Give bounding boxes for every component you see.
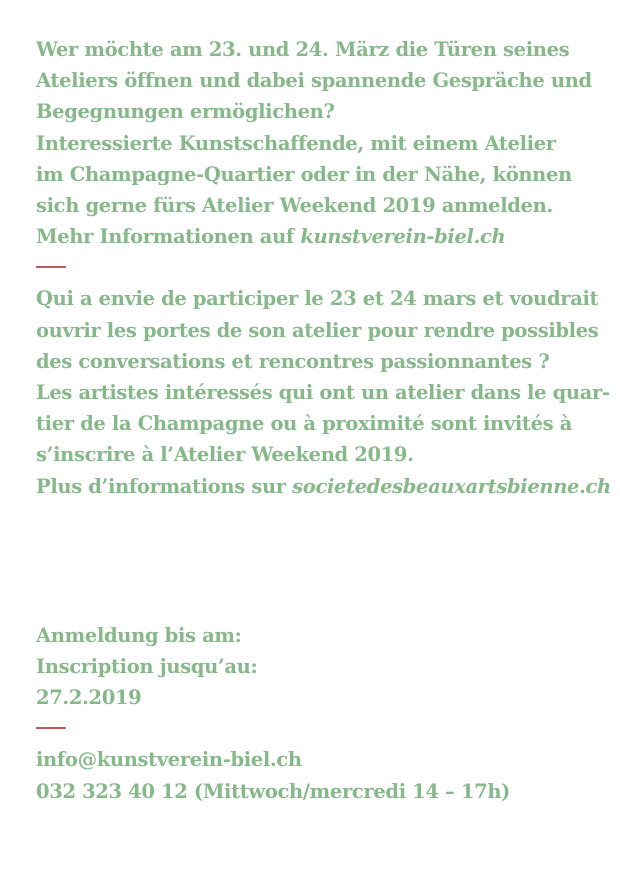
german-more-info-prefix: Mehr Informationen auf [36,225,301,249]
contact-section [36,744,596,806]
german-more-info [36,221,596,252]
kunstverein-link[interactable]: kunstverein-biel.ch [300,225,506,249]
registration-date: 27.2.2019 [36,686,142,710]
german-line-2: Ateliers öffnen und dabei spannende Gespräche und [36,69,592,93]
german-line-3: Begegnungen ermöglichen? [36,100,335,124]
french-line-4: Les artistes intéressés qui ont un atelier dans le quar- [36,381,610,405]
societe-link[interactable]: societedesbeauxartsbienne.ch [292,474,611,498]
registration-label-fr: Inscription jusqu’au: [36,655,258,679]
french-line-2: ouvrir les portes de son atelier pour rendre possibles [36,318,599,342]
contact-email[interactable]: info@kunstverein-biel.ch [36,748,302,772]
french-line-1: Qui a envie de participer le 23 et 24 mars et voudrait [36,287,599,311]
french-line-3: des conversations et rencontres passionnantes ? [36,349,550,373]
french-more-info [36,471,611,502]
french-more-info-prefix: Plus d’informations sur [36,474,293,498]
registration-section [36,620,596,714]
french-section [36,283,611,501]
german-section [36,34,596,252]
divider-1 [36,266,66,268]
german-line-4: Interessierte Kunstschaffende, mit einem Atelier [36,131,556,155]
contact-phone: 032 323 40 12 (Mittwoch/mercredi 14 – 17h) [36,779,511,803]
flyer-text [36,34,611,807]
section-spacer [36,502,596,620]
french-line-5: tier de la Champagne ou à proximité sont invités à [36,412,572,436]
registration-label-de: Anmeldung bis am: [36,623,242,647]
german-line-5: im Champagne-Quartier oder in der Nähe, können [36,162,572,186]
german-line-6: sich gerne fürs Atelier Weekend 2019 anmelden. [36,194,553,218]
divider-2 [36,727,66,729]
german-line-1: Wer möchte am 23. und 24. März die Türen seines [36,38,570,61]
french-line-6: s’inscrire à l’Atelier Weekend 2019. [36,443,414,467]
